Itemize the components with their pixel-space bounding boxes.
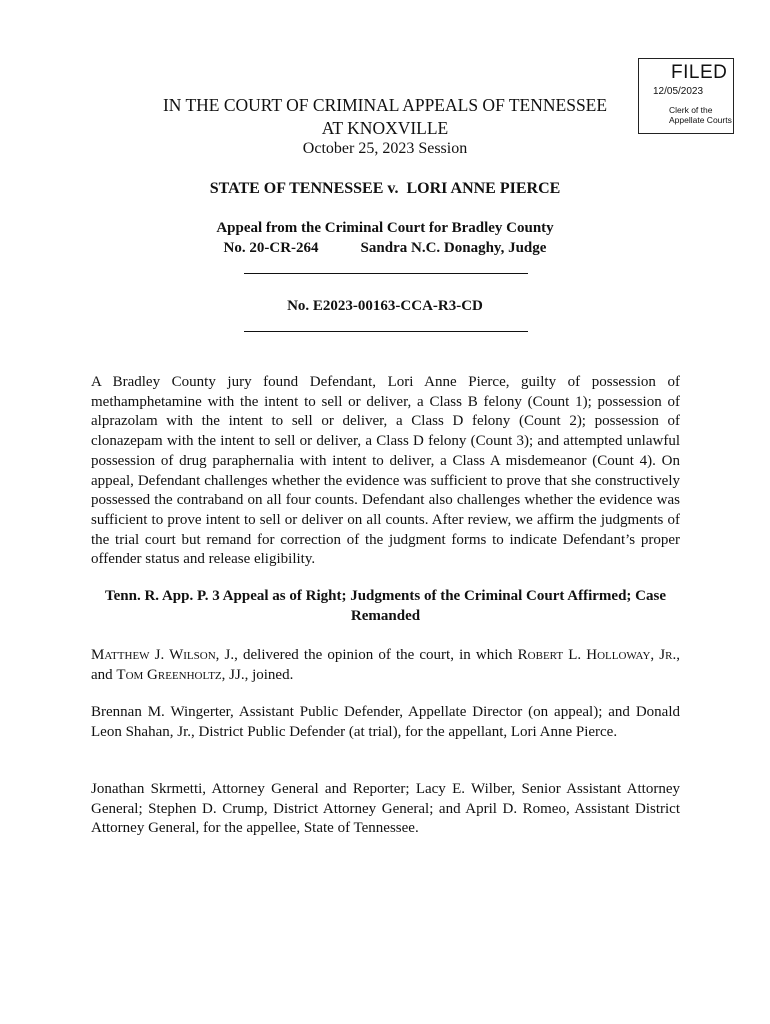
trial-judge: Sandra N.C. Donaghy, Judge xyxy=(360,240,547,256)
trial-case-number: No. 20-CR-264 xyxy=(223,240,319,256)
court-location: AT KNOXVILLE xyxy=(321,118,449,138)
docket-number: No. E2023-00163-CCA-R3-CD xyxy=(287,298,483,314)
opinion-attribution xyxy=(91,646,680,685)
appellee-counsel: Jonathan Skrmetti, Attorney General and Reporter; Lacy E. Wilber, Senior Assistant Attorney General; Stephen D. Crump, District Attorney General; and April D. Romeo, Assistant District Attorney General, for the appellee, State of Tennessee. xyxy=(91,781,680,837)
stamp-courts-line: Appellate Courts xyxy=(669,115,732,125)
session-date: October 25, 2023 Session xyxy=(302,140,468,157)
stamp-clerk-line: Clerk of the xyxy=(669,105,713,115)
disposition: Tenn. R. App. P. 3 Appeal as of Right; Judgments of the Criminal Court Affirmed; Case Remanded xyxy=(104,588,666,624)
divider-rule xyxy=(244,331,528,332)
trial-case-line xyxy=(0,238,770,258)
stamp-date: 12/05/2023 xyxy=(653,86,704,97)
opinion-ending: , JJ., joined. xyxy=(221,666,294,683)
court-name: IN THE COURT OF CRIMINAL APPEALS OF TENNESSEE xyxy=(162,95,608,115)
appellant-counsel: Brennan M. Wingerter, Assistant Public Defender, Appellate Director (on appeal); and Donald Leon Shahan, Jr., District Public Defender (at trial), for the appellant, Lori Anne Pierce. xyxy=(91,704,680,740)
stamp-filed-label: FILED xyxy=(671,62,728,83)
case-summary: A Bradley County jury found Defendant, Lori Anne Pierce, guilty of possession of methamphetamine with the intent to sell or deliver, a Class B felony (Count 1); possession of alprazolam with the intent to sell or deliver, a Class D felony (Count 2); possession of clonazepam with the intent to sell or deliver, a Class D felony (Count 3); and attempted unlawful possession of drug paraphernalia with intent to deliver, a Class A misdemeanor (Count 4). On appeal, Defendant challenges whether the evidence was sufficient to prove that she constructively possessed the contraband on all four counts. Defendant also challenges whether the evidence was sufficient to prove intent to sell or deliver on all counts. After review, we affirm the judgments of the trial court but remand for correction of the judgment forms to indicate Defendant’s proper offender status and release eligibility. xyxy=(91,374,680,568)
case-title: STATE OF TENNESSEE v. LORI ANNE PIERCE xyxy=(209,180,561,197)
opinion-author-suffix: , J., delivered the opinion of the court, in which xyxy=(215,647,518,663)
joining-judge-2: Tom Greenholtz xyxy=(116,666,222,683)
joining-judge-1: Robert L. Holloway, Jr. xyxy=(517,647,677,663)
opinion-and: , and xyxy=(91,647,680,683)
opinion-author: Matthew J. Wilson xyxy=(91,647,216,663)
divider-rule xyxy=(244,273,528,274)
appeal-from: Appeal from the Criminal Court for Bradley County xyxy=(216,220,554,236)
